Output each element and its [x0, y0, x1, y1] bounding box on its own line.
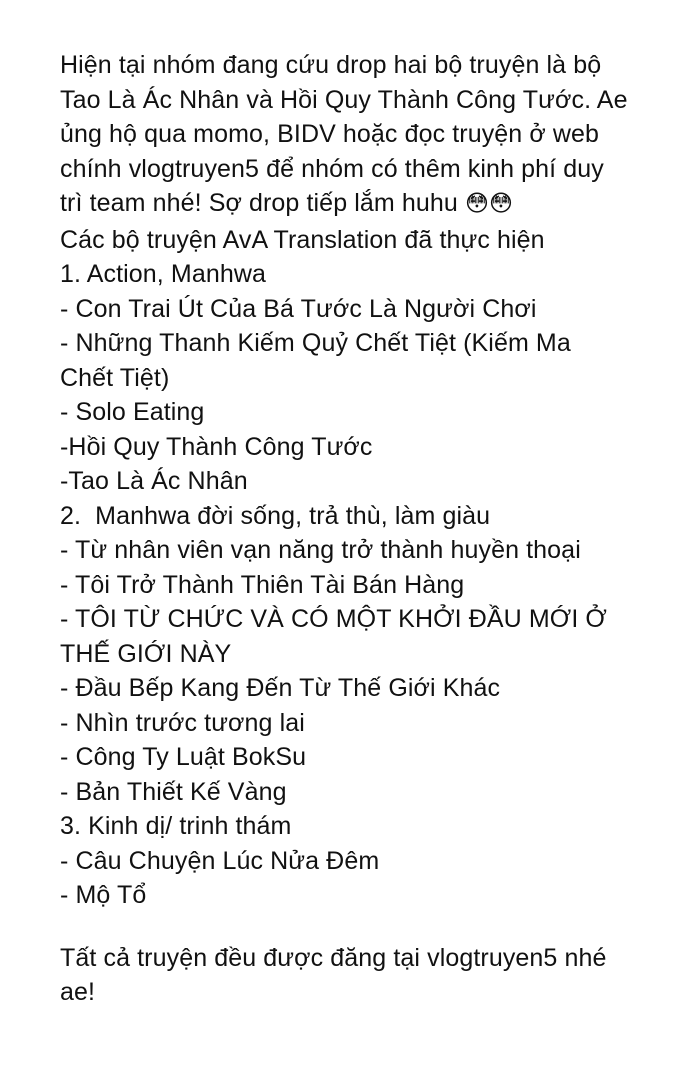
list-item: - Đầu Bếp Kang Đến Từ Thế Giới Khác — [60, 674, 501, 703]
list-item: - Công Ty Luật BokSu — [60, 743, 307, 772]
list-item: - Bản Thiết Kế Vàng — [60, 777, 287, 806]
document-body — [60, 48, 635, 1010]
list-item: -Hồi Quy Thành Công Tước — [60, 432, 373, 461]
face-screaming-emoji: 😳😳 — [464, 191, 514, 217]
subtitle: Các bộ truyện AvA Translation đã thực hiện — [60, 225, 545, 254]
list-item: - Solo Eating — [60, 398, 205, 427]
paragraph-spacer — [60, 913, 630, 941]
list-item: -Tao Là Ác Nhân — [60, 467, 248, 496]
list-item: - Từ nhân viên vạn năng trở thành huyền thoại — [60, 536, 581, 565]
list-item: - Nhìn trước tương lai — [60, 708, 305, 737]
section-heading-action: 1. Action, Manhwa — [60, 260, 266, 289]
list-item: - Con Trai Út Của Bá Tước Là Người Chơi — [60, 294, 537, 323]
intro-text: Hiện tại nhóm đang cứu drop hai bộ truyện là bộ Tao Là Ác Nhân và Hồi Quy Thành Công Tước. Ae ủng hộ qua momo, BIDV hoặc đọc truyện ở web chính vlogtruyen5 để nhóm có thêm kinh phí duy trì team nhé! Sợ drop tiếp lắm huhu — [60, 51, 635, 217]
list-item: - Mộ Tổ — [60, 881, 147, 910]
intro-paragraph — [60, 48, 635, 221]
list-item: - Những Thanh Kiếm Quỷ Chết Tiệt (Kiếm Ma Chết Tiệt) — [60, 329, 578, 392]
footer-note: Tất cả truyện đều được đăng tại vlogtruyen5 nhé ae! — [60, 943, 614, 1007]
list-item: - TÔI TỪ CHỨC VÀ CÓ MỘT KHỞI ĐẦU MỚI Ở THẾ GIỚI NÀY — [60, 605, 614, 668]
list-item: - Câu Chuyện Lúc Nửa Đêm — [60, 846, 380, 875]
list-item: - Tôi Trở Thành Thiên Tài Bán Hàng — [60, 570, 465, 599]
section-heading-horror: 3. Kinh dị/ trinh thám — [60, 812, 292, 841]
section-heading-life: 2. Manhwa đời sống, trả thù, làm giàu — [60, 501, 491, 530]
